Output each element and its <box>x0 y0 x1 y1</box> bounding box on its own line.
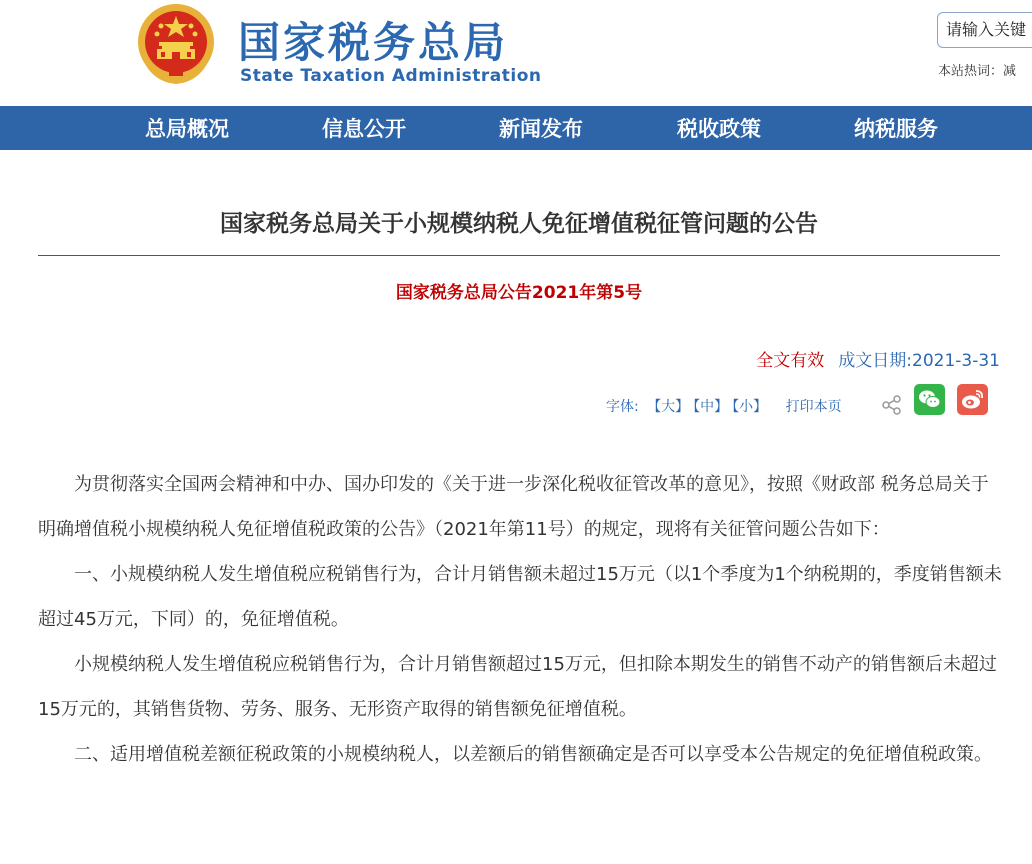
national-emblem-icon[interactable] <box>133 2 219 88</box>
article-meta <box>756 346 1000 371</box>
nav-item-overview[interactable]: 总局概况 <box>145 117 229 141</box>
document-number: 国家税务总局公告2021年第5号 <box>395 283 643 303</box>
article-paragraph: 二、适用增值税差额征税政策的小规模纳税人，以差额后的销售额确定是否可以享受本公告规定的免征增值税政策。 <box>74 744 992 765</box>
article-paragraph: 小规模纳税人发生增值税应税销售行为，合计月销售额超过15万元，但扣除本期发生的销售不动产的销售额后未超过15万元的，其销售货物、劳务、服务、无形资产取得的销售额免征增值税。 <box>38 654 997 720</box>
date-label: 成文日期: <box>838 351 913 371</box>
nav-item-info-disclosure[interactable]: 信息公开 <box>322 117 406 141</box>
main-nav <box>0 106 1032 150</box>
article-tools <box>606 396 846 416</box>
title-divider <box>38 255 1000 256</box>
nav-item-tax-policy[interactable]: 税收政策 <box>677 117 761 141</box>
share-icon[interactable] <box>881 394 903 416</box>
article-paragraph: 一、小规模纳税人发生增值税应税销售行为，合计月销售额未超过15万元（以1个季度为1个纳税期的，季度销售额未超过45万元，下同）的，免征增值税。 <box>38 564 1002 630</box>
font-size-label: 字体: <box>606 399 639 415</box>
site-header <box>0 0 1032 106</box>
print-page-button[interactable]: 打印本页 <box>785 399 842 415</box>
site-logo-text[interactable]: 国家税务总局 <box>238 18 509 67</box>
article-title: 国家税务总局关于小规模纳税人免征增值税征管问题的公告 <box>220 211 818 237</box>
article-paragraph: 为贯彻落实全国两会精神和中办、国办印发的《关于进一步深化税收征管改革的意见》，按照《财政部 税务总局关于明确增值税小规模纳税人免征增值税政策的公告》（2021年第11号）的规定，现将有关征管问题公告如下： <box>38 474 989 540</box>
site-logo-english[interactable]: State Taxation Administration <box>240 66 542 86</box>
article-body <box>38 462 1006 777</box>
hot-words <box>938 60 1016 79</box>
wechat-icon[interactable] <box>914 384 945 415</box>
nav-item-news[interactable]: 新闻发布 <box>499 117 583 141</box>
hot-words-label: 本站热词： <box>938 64 1004 79</box>
font-medium-button[interactable]: 【中】 <box>693 399 729 415</box>
font-small-button[interactable]: 【小】 <box>732 399 768 415</box>
weibo-icon[interactable] <box>957 384 988 415</box>
search-input[interactable]: 请输入关键 <box>937 12 1032 48</box>
issue-date: 2021-3-31 <box>912 351 1000 371</box>
font-large-button[interactable]: 【大】 <box>647 399 690 415</box>
hot-word-link[interactable]: 减 <box>1003 64 1017 79</box>
nav-item-tax-service[interactable]: 纳税服务 <box>854 117 938 141</box>
validity-status: 全文有效 <box>756 351 825 371</box>
